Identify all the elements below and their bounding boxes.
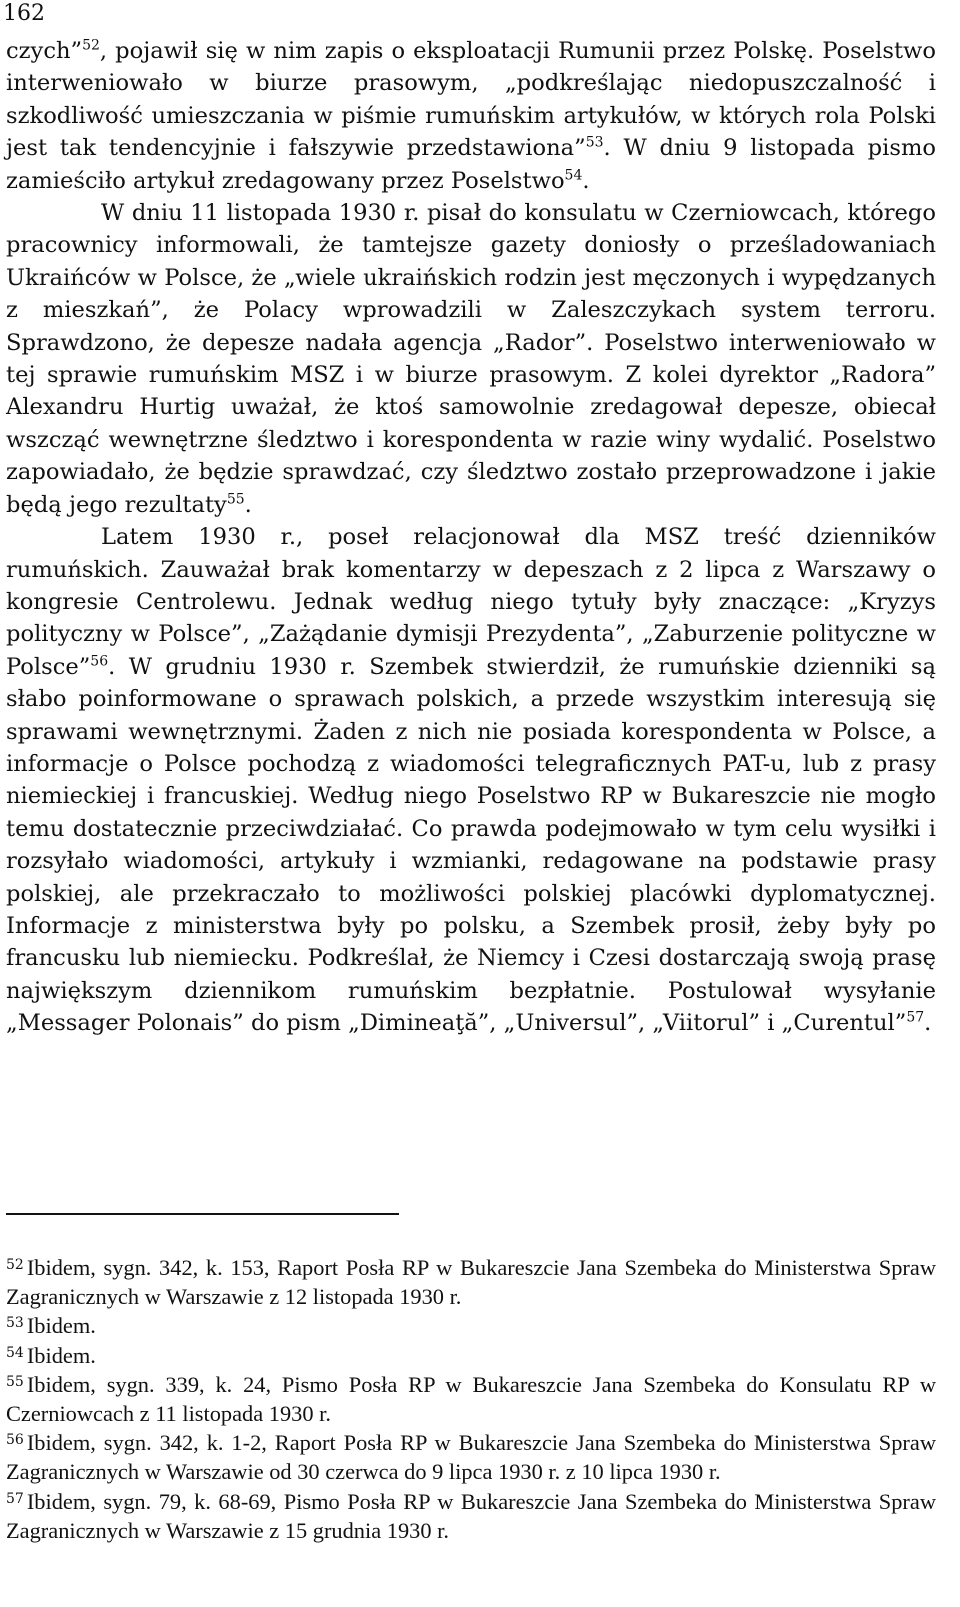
footnote-text: Ibidem, sygn. 339, k. 24, Pismo Posła RP w Bukareszcie Jana Szembeka do Konsulatu RP w Czerniowcach z 11 listopada 1930 r. [6,1371,936,1427]
body-text [6,35,936,1040]
footnotes [6,1253,936,1545]
text-run: . [244,491,252,518]
footnote-text: Ibidem, sygn. 342, k. 153, Raport Posła RP w Bukareszcie Jana Szembeka do Ministerstwa Spraw Zagranicznych w Warszawie z 12 listopada 1930 r. [6,1255,936,1310]
footnote-text: Ibidem. [26,1313,96,1339]
footnote [6,1341,936,1370]
paragraph [6,197,936,521]
text-run: . W grudniu 1930 r. Szembek stwierdził, że rumuńskie dzienniki są słabo poinformowane o sprawach polskich, a przede wszystkim interesują się sprawami wewnętrznymi. Żaden z nich nie posiada korespondenta w Polsce, a informacje o Polsce pochodzą z wiadomości telegraficznych PAT-u, lub z prasy niemieckiej i francuskiej. Według niego Poselstwo RP w Bukareszcie nie mogło temu dostatecznie przeciwdziałać. Co prawda podejmowało w tym celu wysiłki i rozsyłało wiadomości, artykuły i wzmianki, redagowane na podstawie prasy polskiej, ale przekraczało to możliwości polskiej placówki dyplomatycznej. Informacje z ministerstwa były po polsku, a Szembek prosił, żeby były po francusku lub niemiecku. Podkreślał, że Niemcy i Czesi dostarczają swoją prasę największym dziennikom rumuńskim bezpłatnie. Postulował wysyłanie „Messager Polonais” do pism „Dimineaţă”, „Universul”, „Viitorul” i „Curentul” [6,653,936,1037]
text-run: . [582,167,590,194]
footnote-divider [6,1213,399,1215]
footnote-ref: 57 [906,1009,925,1026]
paragraph [6,521,936,1040]
footnote-ref: 53 [585,134,604,151]
text-run: . W dniu 9 listopada pismo zamieściło artykuł zredagowany przez Poselstwo [6,135,936,194]
footnote-number: 52 [6,1257,24,1273]
footnote [6,1428,936,1486]
text-run: , pojawił się w nim zapis o eksploatacji Rumunii przez Polskę. Poselstwo interweniowało w biurze prasowym, „podkreślając niedopuszczalność i szkodliwość umieszczania w piśmie rumuńskim artykułów, w których rola Polski jest tak tendencyjnie i fałszywie przedstawiona” [6,38,936,162]
text-run: . [924,1010,932,1037]
footnote-number: 55 [6,1373,24,1390]
footnote-number: 56 [6,1432,24,1449]
footnote-number: 54 [6,1344,24,1361]
text-run: W dniu 11 listopada 1930 r. pisał do konsulatu w Czerniowcach, którego pracownicy informowali, że tamtejsze gazety doniosły o prześladowaniach Ukraińców w Polsce, że „wiele ukraińskich rodzin jest męczonych i wypędzanych z mieszkań”, że Polacy wprowadzili w Zaleszczykach system terroru. Sprawdzono, że depesze nadała agencja „Rador”. Poselstwo interweniowało w tej sprawie rumuńskim MSZ i w biurze prasowym. Z kolei dyrektor „Radora” Alexandru Hurtig uważał, że ktoś samowolnie zredagował depesze, obiecał wszcząć wewnętrzne śledztwo i korespondenta w razie winy wydalić. Poselstwo zapowiadało, że będzie sprawdzać, czy śledztwo zostało przeprowadzone i jakie będą jego rezultaty [6,200,936,518]
footnote-text: Ibidem, sygn. 79, k. 68-69, Pismo Posła RP w Bukareszcie Jana Szembeka do Ministerstwa Spraw Zagranicznych w Warszawie z 15 grudnia 1930 r. [6,1488,936,1543]
footnote-text: Ibidem, sygn. 342, k. 1-2, Raport Posła RP w Bukareszcie Jana Szembeka do Ministerstwa Spraw Zagranicznych w Warszawie od 30 czerwca do 9 lipca 1930 r. z 10 lipca 1930 r. [6,1430,936,1485]
footnote [6,1253,936,1311]
footnote-ref: 52 [82,37,100,54]
footnote [6,1370,936,1428]
footnote [6,1311,936,1340]
footnote [6,1487,936,1545]
paragraph [6,35,936,197]
footnote-ref: 55 [226,491,245,508]
footnote-text: Ibidem. [26,1342,96,1368]
page-number: 162 [3,1,45,26]
footnote-ref: 56 [90,653,109,670]
footnote-number: 53 [6,1315,24,1332]
text-run: czych” [6,38,83,64]
text-run: Latem 1930 r., poseł relacjonował dla MSZ treść dzienników rumuńskich. Zauważał brak komentarzy w depeszach z 2 lipca z Warszawy o kongresie Centrolewu. Jednak według niego tytuły były znaczące: „Kryzys polityczny w Polsce”, „Zażądanie dymisji Prezydenta”, „Zaburzenie polityczne w Polsce” [6,524,936,680]
footnote-number: 57 [6,1490,24,1507]
footnote-ref: 54 [564,167,583,184]
